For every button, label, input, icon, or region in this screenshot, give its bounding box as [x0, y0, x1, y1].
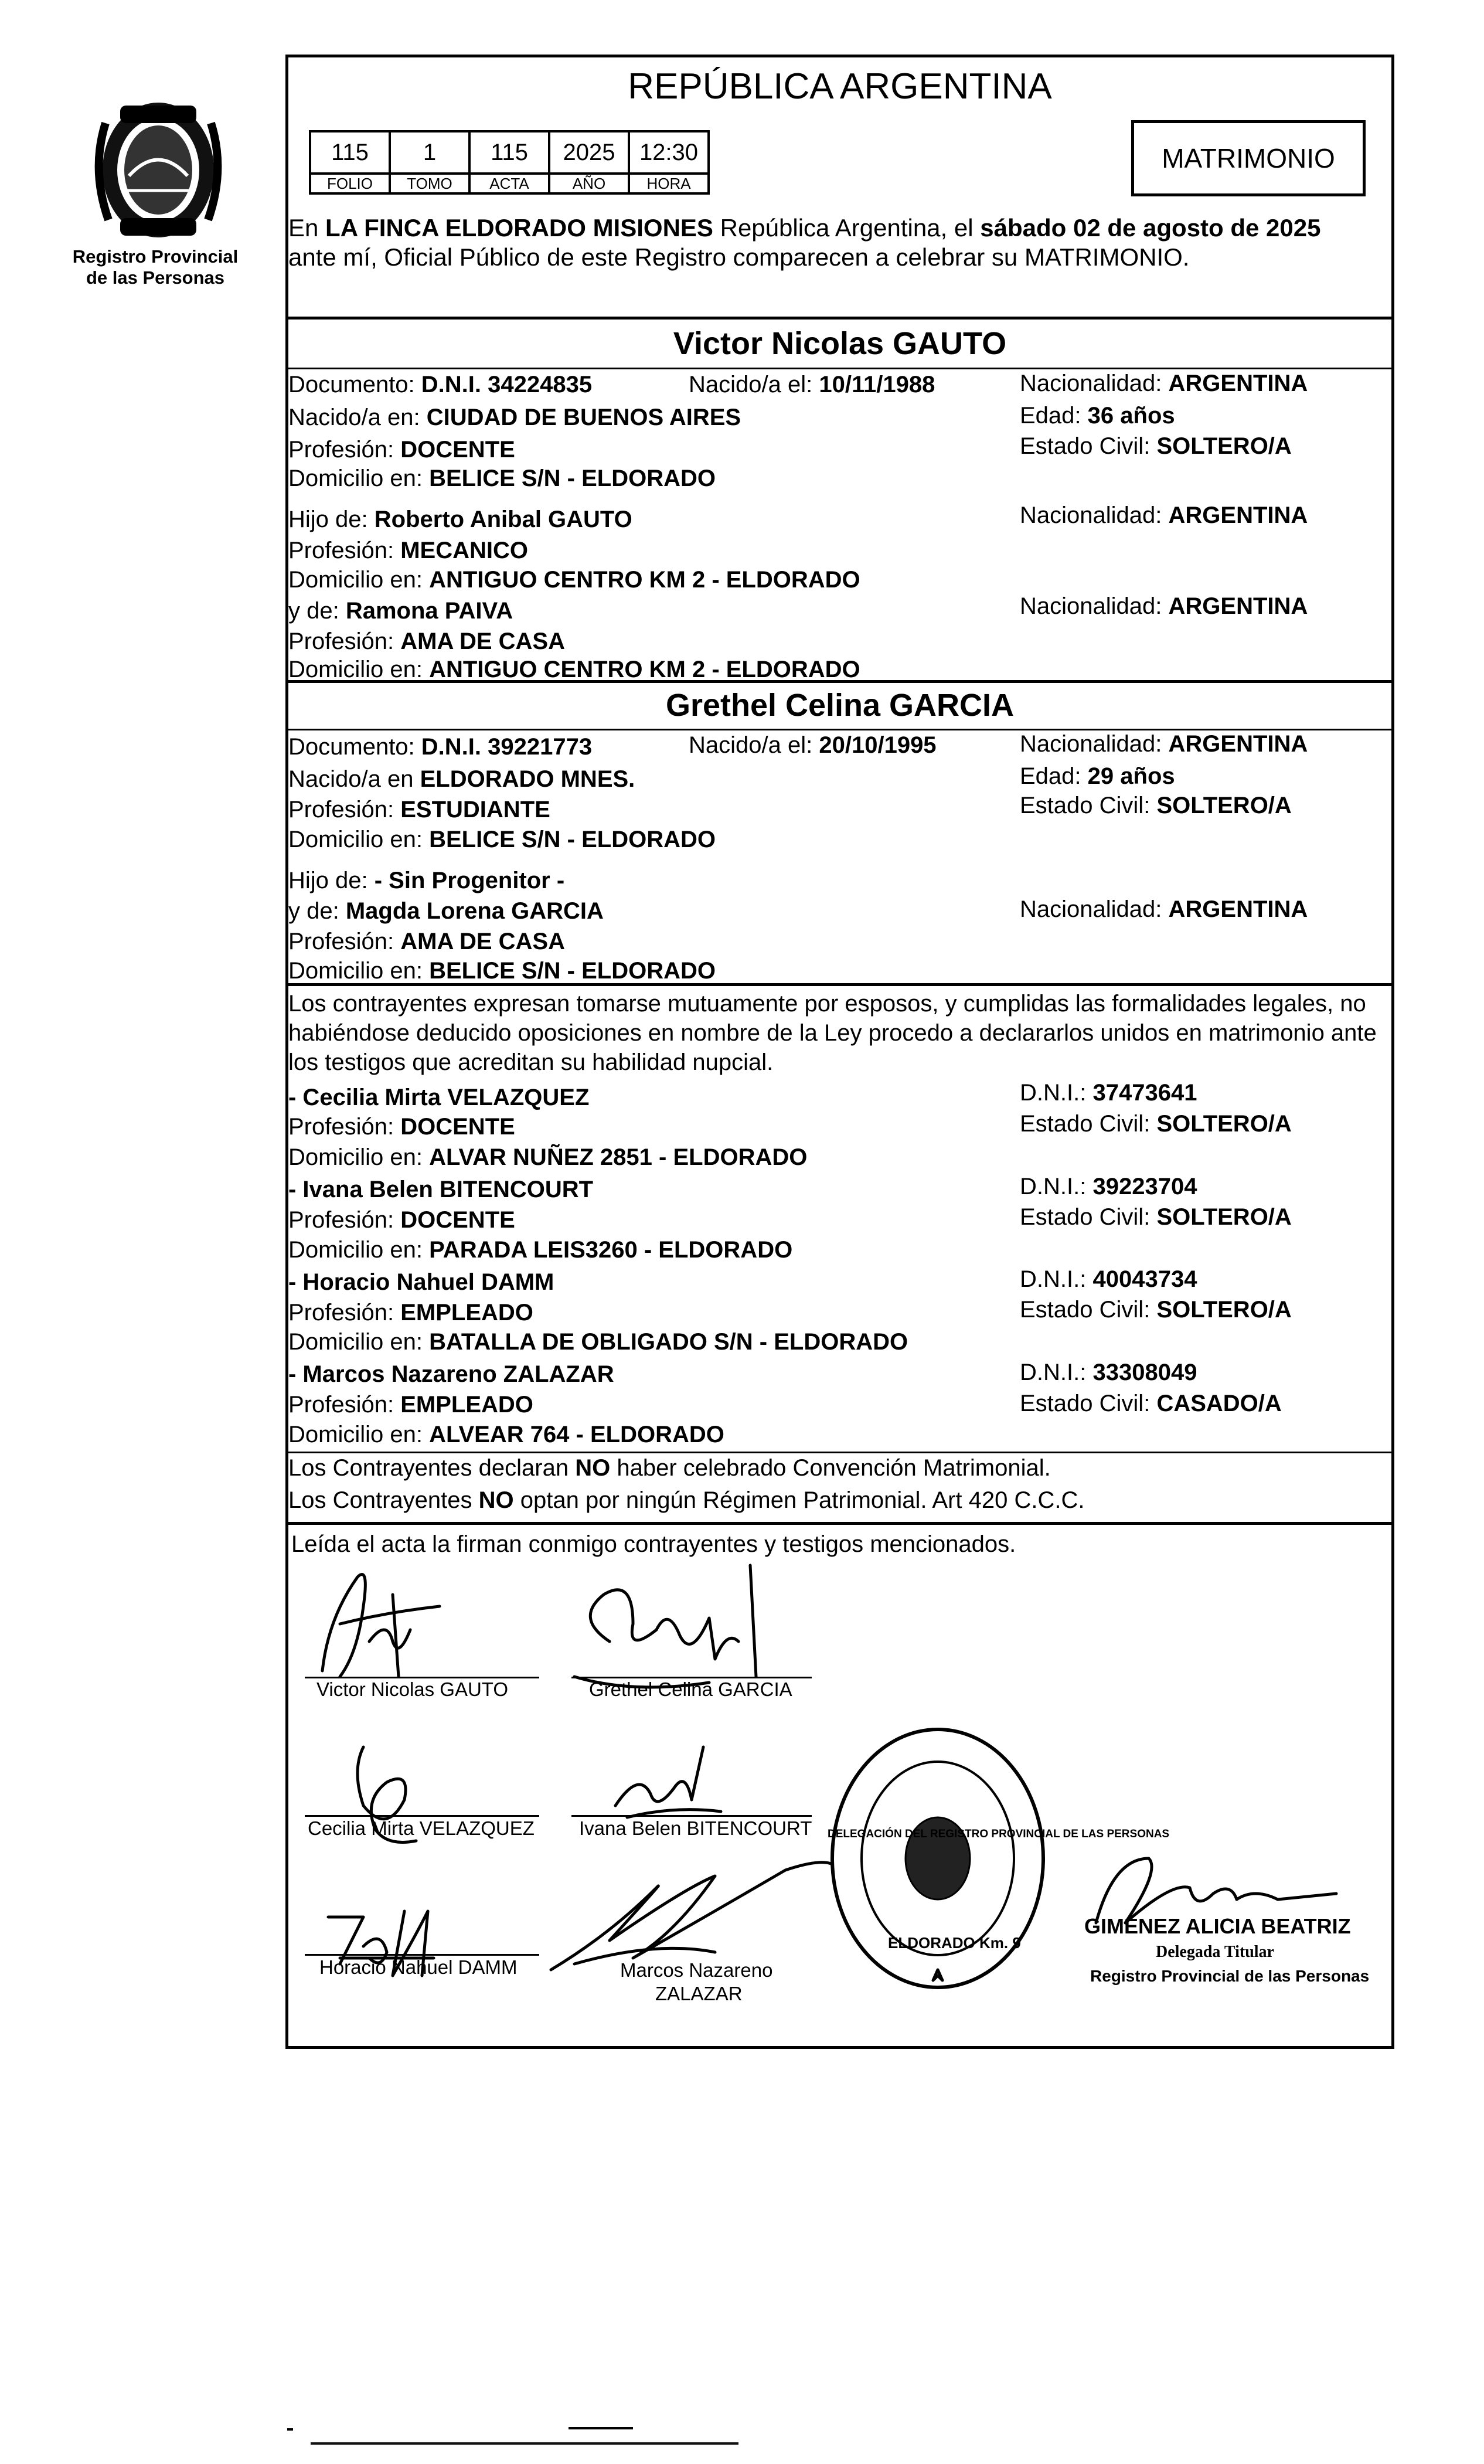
c1-estado-civil: SOLTERO/A: [1156, 433, 1292, 459]
nacionalidad-label: Nacionalidad:: [1020, 731, 1162, 757]
testigo1-estado-civil: SOLTERO/A: [1156, 1111, 1292, 1137]
hora-label: HORA: [629, 174, 709, 193]
c1-padre-nacionalidad: ARGENTINA: [1168, 502, 1308, 528]
testigo4-dni: 33308049: [1092, 1360, 1197, 1385]
convencion-c: haber celebrado Convención Matrimonial.: [617, 1455, 1051, 1481]
y-de-label: y de:: [288, 898, 339, 924]
c2-edad-row: [1020, 762, 1175, 790]
nacido-en-label: Nacido/a en: [288, 766, 414, 792]
c1-nacido-en-row: [288, 403, 741, 431]
nacido-el-label: Nacido/a el:: [689, 372, 813, 397]
c1-madre-nacionalidad: ARGENTINA: [1168, 593, 1308, 619]
c2-madre-domicilio-row: [288, 957, 716, 985]
c1-padre-nacionalidad-row: [1020, 501, 1308, 529]
c2-padre-name: - Sin Progenitor -: [374, 868, 565, 893]
c1-profesion-row: [288, 436, 515, 464]
nacionalidad-label: Nacionalidad:: [1020, 502, 1162, 528]
testigo2-profesion-row: [288, 1206, 515, 1234]
c2-madre-row: [288, 897, 604, 925]
nacionalidad-label: Nacionalidad:: [1020, 371, 1162, 396]
seal-ring-text: DELEGACIÓN DEL REGISTRO PROVINCIAL DE LAS PERSONAS: [828, 1828, 1170, 1840]
acta-table: [309, 130, 710, 195]
testigo1-name: - Cecilia Mirta VELAZQUEZ: [288, 1085, 590, 1110]
anio-label: AÑO: [549, 174, 629, 193]
intro-place: LA FINCA ELDORADO MISIONES: [325, 214, 713, 242]
edad-label: Edad:: [1020, 763, 1081, 789]
testigo4-domicilio: ALVEAR 764 - ELDORADO: [429, 1422, 724, 1447]
scan-marks: [287, 2426, 744, 2449]
misiones-coat-of-arms-icon: [88, 88, 229, 252]
estado-civil-label: Estado Civil:: [1020, 793, 1151, 818]
regimen-line: [288, 1486, 1085, 1514]
domicilio-label: Domicilio en:: [288, 958, 423, 984]
testigo3-estado-civil: SOLTERO/A: [1156, 1297, 1292, 1323]
estado-civil-label: Estado Civil:: [1020, 1391, 1151, 1416]
signature-line-velazquez: [305, 1815, 539, 1817]
nacionalidad-label: Nacionalidad:: [1020, 593, 1162, 619]
c1-madre-domicilio-row: [288, 655, 860, 684]
declaracion-line3: los testigos que acreditan su habilidad nupcial.: [288, 1049, 774, 1075]
domicilio-label: Domicilio en:: [288, 657, 423, 682]
c1-nacido-el: 10/11/1988: [819, 372, 935, 397]
signature-gauto: [305, 1559, 457, 1688]
domicilio-label: Domicilio en:: [288, 1329, 423, 1355]
logo-caption-line2: de las Personas: [86, 267, 225, 288]
c2-profesion: ESTUDIANTE: [400, 797, 550, 823]
testigo3-domicilio: BATALLA DE OBLIGADO S/N - ELDORADO: [429, 1329, 908, 1355]
regimen-a: Los Contrayentes: [288, 1487, 472, 1513]
domicilio-label: Domicilio en:: [288, 465, 423, 491]
divider-header: [285, 317, 1394, 320]
c1-edad: 36 años: [1087, 403, 1175, 429]
testigo1-profesion: DOCENTE: [400, 1114, 515, 1140]
domicilio-label: Domicilio en:: [288, 567, 423, 593]
edad-label: Edad:: [1020, 403, 1081, 429]
testigo2-dni: 39223704: [1092, 1174, 1197, 1199]
hijo-de-label: Hijo de:: [288, 507, 368, 532]
c2-nacido-el-row: [689, 731, 937, 759]
contrayente1-name: Victor Nicolas GAUTO: [673, 326, 1007, 361]
c1-padre-name: Roberto Anibal GAUTO: [374, 507, 632, 532]
c2-estado-civil-row: [1020, 791, 1292, 820]
country-title: REPÚBLICA ARGENTINA: [628, 66, 1052, 107]
signature-label-gauto: Victor Nicolas GAUTO: [316, 1678, 509, 1700]
intro-line2: ante mí, Oficial Público de este Registro comparecen a celebrar su MATRIMONIO.: [288, 243, 1190, 271]
c2-madre-name: Magda Lorena GARCIA: [345, 898, 604, 924]
testigo4-dni-row: [1020, 1358, 1197, 1386]
estado-civil-label: Estado Civil:: [1020, 1204, 1151, 1230]
oficial-registro: Registro Provincial de las Personas: [1090, 1967, 1370, 1985]
testigo2-domicilio-row: [288, 1236, 792, 1264]
c2-estado-civil: SOLTERO/A: [1156, 793, 1292, 818]
c2-profesion-row: [288, 796, 550, 824]
lectura-line: Leída el acta la firman conmigo contrayentes y testigos mencionados.: [291, 1531, 1016, 1557]
signature-label-damm: Horacio Nahuel DAMM: [319, 1956, 518, 1978]
c2-nacido-en-row: [288, 765, 635, 793]
signature-label-bitencourt: Ivana Belen BITENCOURT: [579, 1817, 812, 1839]
c2-madre-nacionalidad-row: [1020, 895, 1308, 923]
c2-padre-row: [288, 866, 564, 895]
c1-madre-row: [288, 597, 513, 625]
domicilio-label: Domicilio en:: [288, 827, 423, 852]
signature-label-garcia: Grethel Celina GARCIA: [589, 1678, 792, 1700]
intro-date: sábado 02 de agosto de 2025: [980, 214, 1321, 242]
divider-regimen: [285, 1452, 1394, 1453]
c2-madre-profesion: AMA DE CASA: [400, 929, 565, 954]
dni-label: D.N.I.:: [1020, 1080, 1087, 1106]
profesion-label: Profesión:: [288, 437, 394, 463]
contrayente2-name: Grethel Celina GARCIA: [665, 688, 1015, 723]
c2-nacido-en: ELDORADO MNES.: [420, 766, 635, 792]
c1-padre-domicilio: ANTIGUO CENTRO KM 2 - ELDORADO: [429, 567, 860, 593]
regimen-c: optan por ningún Régimen Patrimonial. Art 420 C.C.C.: [520, 1487, 1085, 1513]
intro-line1: [288, 214, 1320, 242]
testigo4-estado-row: [1020, 1389, 1282, 1418]
signature-label-zalazar-2: ZALAZAR: [655, 1983, 743, 2004]
anio-value: 2025: [549, 131, 629, 174]
profesion-label: Profesión:: [288, 628, 394, 654]
c1-madre-domicilio: ANTIGUO CENTRO KM 2 - ELDORADO: [429, 657, 860, 682]
testigo3-profesion-row: [288, 1299, 533, 1327]
testigo2-domicilio: PARADA LEIS3260 - ELDORADO: [429, 1237, 793, 1263]
c1-madre-name: Ramona PAIVA: [345, 598, 513, 624]
signature-line-damm: [305, 1954, 539, 1956]
profesion-label: Profesión:: [288, 1392, 394, 1418]
convencion-line: [288, 1454, 1051, 1482]
profesion-label: Profesión:: [288, 1207, 394, 1233]
dni-label: D.N.I.:: [1020, 1360, 1087, 1385]
estado-civil-label: Estado Civil:: [1020, 1297, 1151, 1323]
intro-mid: República Argentina, el: [720, 214, 974, 242]
c2-domicilio-row: [288, 825, 716, 854]
c2-documento-row: [288, 733, 592, 761]
dni-label: D.N.I.:: [1020, 1266, 1087, 1292]
divider-lectura: [285, 1522, 1394, 1525]
c1-padre-profesion-row: [288, 536, 528, 565]
domicilio-label: Domicilio en:: [288, 1144, 423, 1170]
c1-nacionalidad-row: [1020, 369, 1308, 397]
tomo-label: TOMO: [390, 174, 469, 193]
testigo4-profesion: EMPLEADO: [400, 1392, 533, 1418]
nacido-en-label: Nacido/a en:: [288, 405, 420, 430]
c1-estado-civil-row: [1020, 432, 1292, 460]
folio-label: FOLIO: [310, 174, 390, 193]
c2-domicilio: BELICE S/N - ELDORADO: [429, 827, 716, 852]
c2-documento: D.N.I. 39221773: [421, 734, 593, 760]
convencion-a: Los Contrayentes declaran: [288, 1455, 569, 1481]
testigo1-domicilio: ALVAR NUÑEZ 2851 - ELDORADO: [429, 1144, 808, 1170]
c1-nacido-el-row: [689, 371, 935, 399]
testigo3-estado-row: [1020, 1296, 1292, 1324]
acta-type: MATRIMONIO: [1162, 143, 1335, 174]
c1-madre-profesion: AMA DE CASA: [400, 628, 565, 654]
c1-nacionalidad: ARGENTINA: [1168, 371, 1308, 396]
testigo2-name: - Ivana Belen BITENCOURT: [288, 1177, 594, 1202]
c1-padre-domicilio-row: [288, 566, 860, 594]
acta-type-box: [1131, 120, 1366, 196]
c1-padre-row: [288, 505, 632, 533]
official-seal: [821, 1718, 1055, 1999]
testigo3-domicilio-row: [288, 1328, 908, 1356]
testigo2-profesion: DOCENTE: [400, 1207, 515, 1233]
documento-label: Documento:: [288, 372, 415, 397]
estado-civil-label: Estado Civil:: [1020, 433, 1151, 459]
c2-madre-profesion-row: [288, 927, 565, 956]
testigo1-dni: 37473641: [1092, 1080, 1197, 1106]
c1-domicilio-row: [288, 464, 716, 492]
logo-caption-line1: Registro Provincial: [72, 246, 239, 267]
seal-inner-text: ELDORADO Km. 9: [888, 1934, 1021, 1952]
profesion-label: Profesión:: [288, 929, 394, 954]
documento-label: Documento:: [288, 734, 415, 760]
c1-madre-profesion-row: [288, 627, 565, 655]
regimen-no: NO: [478, 1487, 514, 1513]
testigo2-estado-civil: SOLTERO/A: [1156, 1204, 1292, 1230]
signature-line-bitencourt: [571, 1815, 812, 1817]
testigo1-domicilio-row: [288, 1143, 807, 1171]
declaracion-line1: Los contrayentes expresan tomarse mutuamente por esposos, y cumplidas las formalidades legales, no: [288, 991, 1366, 1017]
c1-documento: D.N.I. 34224835: [421, 372, 593, 397]
testigo4-estado-civil: CASADO/A: [1156, 1391, 1282, 1416]
acta-label: ACTA: [469, 174, 549, 193]
convencion-no: NO: [575, 1455, 611, 1481]
c2-nacionalidad-row: [1020, 730, 1308, 758]
c1-profesion: DOCENTE: [400, 437, 515, 463]
testigo2-estado-row: [1020, 1203, 1292, 1231]
profesion-label: Profesión:: [288, 538, 394, 563]
nacionalidad-label: Nacionalidad:: [1020, 896, 1162, 922]
provincial-logo: [88, 88, 229, 252]
hora-value: 12:30: [629, 131, 709, 174]
profesion-label: Profesión:: [288, 1300, 394, 1326]
signature-label-velazquez: Cecilia Mirta VELAZQUEZ: [308, 1817, 535, 1839]
estado-civil-label: Estado Civil:: [1020, 1111, 1151, 1137]
domicilio-label: Domicilio en:: [288, 1237, 423, 1263]
nacido-el-label: Nacido/a el:: [689, 732, 813, 758]
tomo-value: 1: [390, 131, 469, 174]
testigo3-name: - Horacio Nahuel DAMM: [288, 1269, 554, 1295]
oficial-name: GIMENEZ ALICIA BEATRIZ: [1084, 1914, 1351, 1938]
c2-madre-domicilio: BELICE S/N - ELDORADO: [429, 958, 716, 984]
oficial-cargo: Delegada Titular: [1156, 1943, 1274, 1961]
c2-nacido-el: 20/10/1995: [819, 732, 937, 758]
testigo4-profesion-row: [288, 1391, 533, 1419]
signature-label-zalazar: Marcos Nazareno: [620, 1959, 773, 1981]
domicilio-label: Domicilio en:: [288, 1422, 423, 1447]
hijo-de-label: Hijo de:: [288, 868, 368, 893]
c2-edad: 29 años: [1087, 763, 1175, 789]
testigo3-dni: 40043734: [1092, 1266, 1197, 1292]
testigo3-dni-row: [1020, 1265, 1197, 1293]
intro-prefix: En: [288, 214, 319, 242]
testigo2-dni-row: [1020, 1172, 1197, 1201]
declaracion-line2: habiéndose deducido oposiciones en nombre de la Ley procedo a declararlos unidos en matrimonio ante: [288, 1020, 1377, 1046]
dni-label: D.N.I.:: [1020, 1174, 1087, 1199]
testigo3-profesion: EMPLEADO: [400, 1300, 533, 1326]
c1-madre-nacionalidad-row: [1020, 592, 1308, 620]
testigo1-estado-row: [1020, 1110, 1292, 1138]
c1-nacido-en: CIUDAD DE BUENOS AIRES: [426, 405, 741, 430]
c1-edad-row: [1020, 402, 1175, 430]
c1-documento-row: [288, 371, 592, 399]
c1-domicilio: BELICE S/N - ELDORADO: [429, 465, 716, 491]
profesion-label: Profesión:: [288, 797, 394, 823]
testigo1-profesion-row: [288, 1113, 515, 1141]
profesion-label: Profesión:: [288, 1114, 394, 1140]
c1-padre-profesion: MECANICO: [400, 538, 529, 563]
y-de-label: y de:: [288, 598, 339, 624]
testigo4-domicilio-row: [288, 1420, 724, 1449]
acta-value: 115: [469, 131, 549, 174]
c2-nacionalidad: ARGENTINA: [1168, 731, 1308, 757]
testigo4-name: - Marcos Nazareno ZALAZAR: [288, 1361, 614, 1387]
c2-madre-nacionalidad: ARGENTINA: [1168, 896, 1308, 922]
testigo1-dni-row: [1020, 1079, 1197, 1107]
folio-value: 115: [310, 131, 390, 174]
